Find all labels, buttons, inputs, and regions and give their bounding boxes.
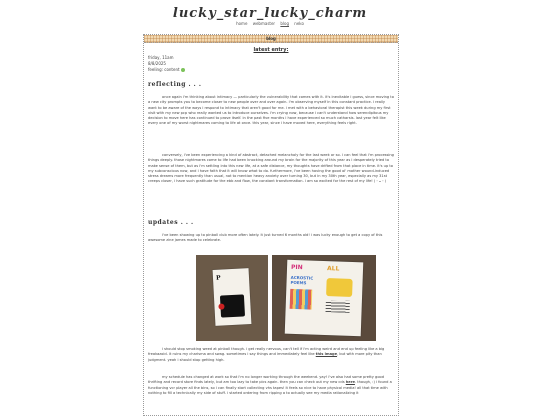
zine-opened — [285, 260, 364, 337]
paragraph-schedule: my schedule has changed at work so that i'm no longer working through the weekend. yay! i've also had some pretty good thrifting and record store finds lately, but am too lazy to take pics again. then you can check out my new cds here. though, :) i found a functioning vcr player all the bins, so i can finally start collecting vhs tapes! it feels so nice to have physical media! all that time with nothing to fill a technically my side of stuff. i started ordering from ripping a to actually see my media rationalizing it — [148, 375, 392, 395]
this-image-link[interactable]: this image — [315, 352, 338, 357]
nav-blog-link[interactable]: blog — [280, 21, 290, 26]
paragraph-weed: i should stop smoking weed at pinball though. i get really nervous, can't tell if i'm acting weird and end up feeling like a big freakazoid. it ruins my charisma and swag. sometimes i say things and immediately feel like this image, but with more pity than judgment. yeah i should stop getting high. — [148, 347, 385, 362]
updates-heading: updates . . . — [148, 219, 194, 226]
blog-tab: blog — [144, 35, 398, 43]
nav-webmaster-link[interactable]: webmaster — [252, 21, 276, 26]
paragraph-pinball-club: i've been showing up to pinball club more often lately. it just turned 6 months old! i was lucky enough to get a copy of this awesome zine james made to celebrate. — [148, 233, 383, 243]
zine-photo-left — [196, 255, 268, 341]
latest-entry-heading: latest entry: — [253, 47, 289, 53]
entry-date: 8/8/2025 — [148, 61, 166, 66]
site-title: lucky_star_lucky_charm — [172, 6, 368, 21]
zine-photo-right — [272, 255, 376, 341]
nav-home-link[interactable]: home — [236, 21, 248, 26]
top-nav — [0, 21, 540, 26]
nav-neko-link[interactable]: neko — [294, 21, 304, 26]
paragraph-intimacy: once again i'm thinking about intimacy — particularly the vulnerability that comes with it. it's inevitable i guess, since moving to a new city prompts you to become closer to new people over and over again. i'm observing myself in this constant practice. i really want to be aware of the ways i respond to intimacy that aren't good for me. i met with a behavioral therapist this week during my first visit with my new pcp who really wanted us to introduce ourselves. i'm crying now, because i can't understand how serendipitous my decision to move here has continued to prove itself. in the past five months i have experienced so much catharsis. last year felt like every one of my worst nightmares coming to life at once. this year, since i have moved here, everything feels right. — [148, 95, 394, 126]
zine-cover — [213, 268, 252, 326]
zine-page-left: PIN ACROSTIC POEMS — [289, 264, 321, 331]
here-link[interactable]: here — [345, 380, 355, 385]
paragraph-melancholy: conversely, i've been experiencing a kind of abstract, detached melancholy for the last week or so. i can feel that i'm processing things deeply. those nightmares come to life had been knocking around my brain for the majority of this year as i desperately tried to make sense of them, but as i'm settling into this new life, at a safe distance, my thoughts have drifted from that place in time. it's up to my subconscious now, and i have faith that it will know what to do. furthermore, i've been having the good ol' mother wound-induced stress dreams more frequently than usual, not to mention heavy anxiety over turning 30, but in my 30th year, especially as my 31st creeps closer, i have such gratitude for the ebb and flow, the constant transformation. i am so excited for the rest of my life! (・ᴗ・) — [148, 153, 394, 184]
entry-feeling — [148, 67, 185, 72]
smiley-icon — [181, 68, 185, 72]
feeling-label: feeling: content — [148, 67, 180, 72]
zine-cover-title: P — [215, 274, 221, 282]
reflecting-heading: reflecting . . . — [148, 81, 202, 88]
zine-page-right: ALL — [325, 265, 359, 332]
blog-container — [143, 34, 399, 416]
entry-day: friday, 11am — [148, 55, 174, 60]
